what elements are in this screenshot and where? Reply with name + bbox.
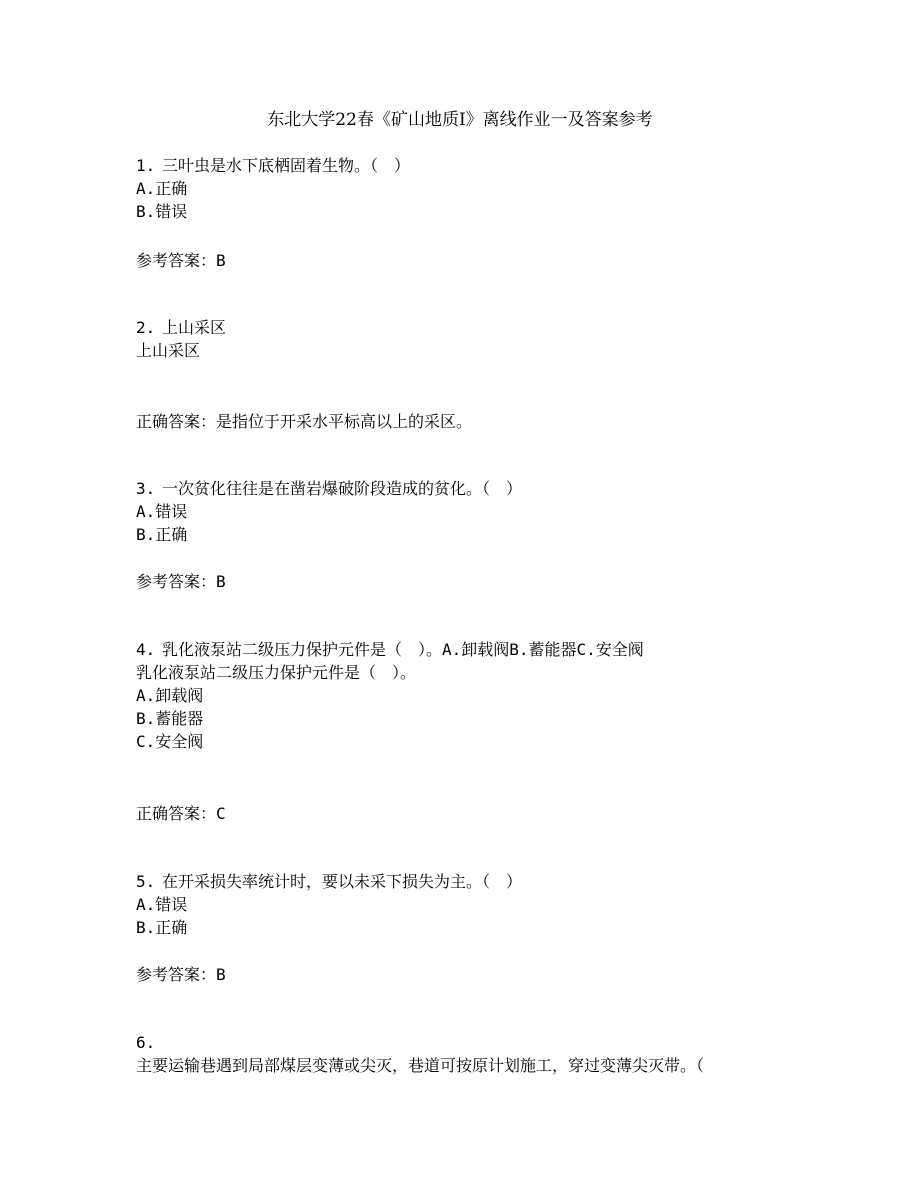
question-4-option-a: A.卸载阀 bbox=[136, 686, 204, 705]
question-3-text: 一次贫化往往是在凿岩爆破阶段造成的贫化。（ ） bbox=[162, 479, 523, 498]
question-5-number: 5. bbox=[136, 872, 156, 891]
question-1-stem bbox=[136, 154, 410, 177]
question-2-answer: 正确答案：是指位于开采水平标高以上的采区。 bbox=[136, 412, 473, 431]
question-3-answer: 参考答案：B bbox=[136, 572, 226, 591]
question-1-answer: 参考答案：B bbox=[136, 251, 226, 270]
question-4-option-c: C.安全阀 bbox=[136, 732, 204, 751]
question-4 bbox=[136, 638, 644, 753]
question-2-number: 2. bbox=[136, 318, 156, 337]
question-2-text: 上山采区 bbox=[162, 318, 227, 337]
question-3-number: 3. bbox=[136, 479, 156, 498]
question-4-number: 4. bbox=[136, 640, 156, 659]
question-5-option-b: B.正确 bbox=[136, 918, 188, 937]
question-1-option-b: B.错误 bbox=[136, 202, 188, 221]
question-4-answer: 正确答案：C bbox=[136, 804, 226, 823]
question-5-option-a: A.错误 bbox=[136, 895, 188, 914]
question-4-text: 乳化液泵站二级压力保护元件是（ ）。A.卸载阀B.蓄能器C.安全阀 bbox=[162, 640, 644, 659]
question-5-stem bbox=[136, 870, 522, 893]
question-5 bbox=[136, 870, 522, 939]
question-1 bbox=[136, 154, 410, 223]
question-1-text: 三叶虫是水下底栖固着生物。（ ） bbox=[162, 156, 411, 175]
question-6-text: 主要运输巷遇到局部煤层变薄或尖灭，巷道可按原计划施工，穿过变薄尖灭带。（ bbox=[136, 1056, 705, 1075]
question-2-stem bbox=[136, 316, 226, 339]
question-6 bbox=[136, 1031, 704, 1077]
question-5-text: 在开采损失率统计时，要以未采下损失为主。（ ） bbox=[162, 872, 523, 891]
question-1-number: 1. bbox=[136, 156, 156, 175]
question-6-number: 6. bbox=[136, 1033, 156, 1052]
question-3-option-a: A.错误 bbox=[136, 502, 188, 521]
question-4-option-b: B.蓄能器 bbox=[136, 709, 204, 728]
question-3-option-b: B.正确 bbox=[136, 525, 188, 544]
page-title: 东北大学22春《矿山地质I》离线作业一及答案参考 bbox=[267, 110, 653, 130]
question-3-stem bbox=[136, 477, 522, 500]
question-3 bbox=[136, 477, 522, 546]
question-2-subtext: 上山采区 bbox=[136, 341, 201, 360]
question-5-answer: 参考答案：B bbox=[136, 965, 226, 984]
question-4-stem bbox=[136, 638, 644, 661]
question-2 bbox=[136, 316, 226, 362]
question-1-option-a: A.正确 bbox=[136, 179, 188, 198]
question-4-subtext: 乳化液泵站二级压力保护元件是（ ）。 bbox=[136, 663, 417, 682]
